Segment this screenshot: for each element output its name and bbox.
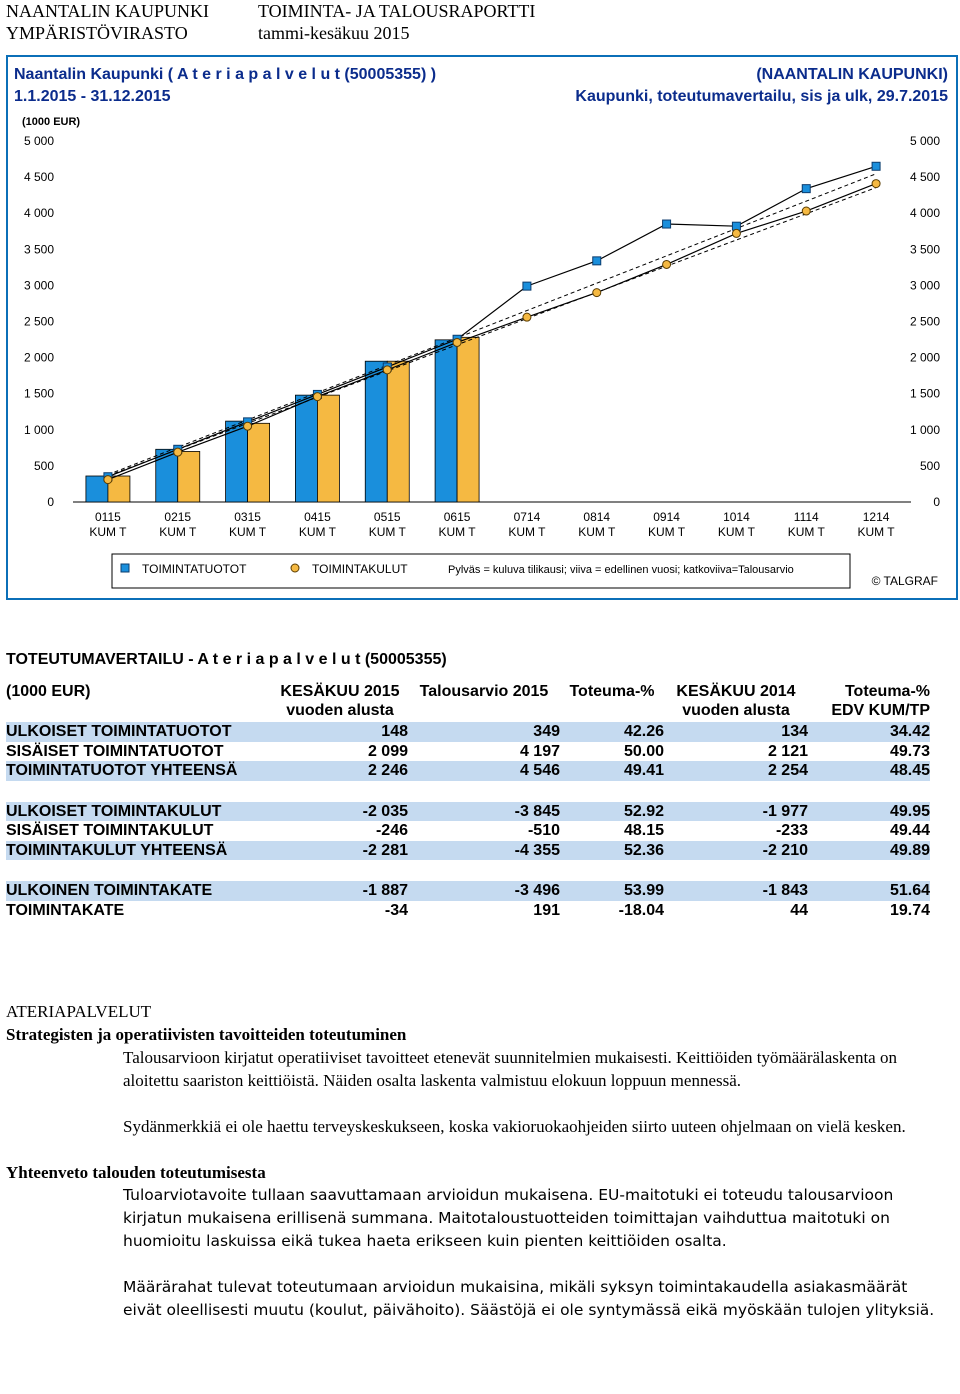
table-cell: 134 — [781, 723, 808, 740]
y-tick-right: 1 000 — [909, 422, 940, 437]
y-tick-left: 3 000 — [23, 278, 54, 293]
marker-expense — [872, 180, 880, 188]
header-line: vuoden alusta — [682, 702, 790, 719]
table-cell: 52.92 — [623, 802, 664, 820]
legend-label-expense: TOIMINTAKULUT — [312, 562, 408, 576]
y-tick-left: 4 500 — [23, 170, 54, 185]
marker-revenue — [593, 257, 601, 265]
table-row — [6, 881, 930, 901]
table-cell: -2 281 — [362, 841, 408, 859]
section-title: ATERIAPALVELUT — [6, 1002, 152, 1021]
header-current — [272, 682, 408, 722]
prev-year-line-revenue — [108, 166, 876, 476]
table-row — [6, 761, 930, 781]
y-tick-left: 1 500 — [23, 386, 54, 401]
header-line: KESÄKUU 2014 — [676, 683, 796, 700]
x-tick-label: KUM T — [438, 525, 476, 539]
header-line: Toteuma-% — [569, 683, 655, 700]
marker-expense — [174, 448, 182, 456]
header-budget — [408, 682, 560, 722]
table-cell: 2 099 — [367, 742, 408, 760]
table-cell: -1 843 — [762, 882, 808, 899]
table-cell: 4 546 — [519, 762, 560, 779]
bar-expense — [317, 395, 339, 502]
marker-revenue — [802, 185, 810, 193]
x-tick-label: 0615 — [443, 510, 471, 524]
x-tick-label: KUM T — [298, 525, 336, 539]
chart-period: 1.1.2015 - 31.12.2015 — [14, 88, 171, 105]
table-cell: 349 — [533, 723, 560, 740]
table-cell: 49.41 — [623, 762, 664, 779]
y-tick-right: 5 000 — [909, 134, 940, 148]
row-label: TOIMINTAKULUT YHTEENSÄ — [6, 841, 228, 859]
table-cell: 53.99 — [623, 882, 664, 899]
x-tick-label: 0215 — [164, 510, 192, 524]
table-body — [6, 722, 930, 920]
marker-expense — [732, 229, 740, 237]
header-line: vuoden alusta — [286, 702, 394, 719]
table-cell: -1 887 — [362, 882, 408, 899]
chart-title: Naantalin Kaupunki ( A t e r i a p a l v e l u t (50005355) ) — [14, 66, 437, 83]
heading-goals: Strategisten ja operatiivisten tavoitteiden toteutuminen — [6, 1025, 407, 1044]
y-tick-left: 5 000 — [23, 134, 54, 148]
marker-revenue — [523, 282, 531, 290]
x-tick-label: KUM T — [89, 525, 127, 539]
legend-note: Pylväs = kuluva tilikausi; viiva = edellinen vuosi; katkoviiva=Talousarvio — [448, 564, 794, 576]
x-tick-label: 1214 — [862, 510, 890, 524]
marker-expense — [244, 422, 252, 430]
table-cell: 52.36 — [623, 841, 664, 859]
table-cell: 19.74 — [889, 901, 930, 919]
comparison-table — [6, 648, 930, 920]
page-header — [6, 0, 535, 44]
table-cell: 2 121 — [767, 742, 808, 760]
table-cell: 44 — [790, 901, 808, 919]
table-cell: -18.04 — [618, 901, 664, 919]
table-cell: -246 — [375, 822, 408, 839]
y-tick-left: 4 000 — [23, 206, 54, 221]
report-period: tammi-kesäkuu 2015 — [258, 23, 410, 43]
table-cell: 49.73 — [889, 742, 930, 760]
header-prev-pct — [808, 682, 930, 722]
bar-revenue — [435, 340, 457, 502]
header-unit — [6, 682, 272, 722]
table-cell: -2 035 — [362, 802, 408, 820]
marker-expense — [663, 260, 671, 268]
table-cell: 51.64 — [889, 882, 930, 899]
row-label: TOIMINTAKATE — [6, 901, 125, 919]
table-cell: 49.95 — [889, 802, 930, 820]
report-title: TOIMINTA- JA TALOUSRAPORTTI — [258, 1, 536, 21]
x-tick-label: KUM T — [717, 525, 755, 539]
header-line: (1000 EUR) — [6, 683, 91, 700]
x-tick-label: 0515 — [373, 510, 401, 524]
y-tick-left: 2 500 — [23, 314, 54, 329]
y-tick-right: 2 500 — [909, 314, 940, 329]
header-prev — [664, 682, 808, 722]
table-row — [6, 841, 930, 861]
y-tick-left: 0 — [47, 495, 54, 509]
row-label: TOIMINTATUOTOT YHTEENSÄ — [6, 762, 238, 779]
row-label: SISÄISET TOIMINTAKULUT — [6, 822, 214, 839]
row-label: ULKOINEN TOIMINTAKATE — [6, 882, 213, 899]
row-label: ULKOISET TOIMINTAKULUT — [6, 802, 222, 820]
x-tick-label: 0714 — [513, 510, 541, 524]
x-tick-label: KUM T — [159, 525, 197, 539]
report-text — [6, 1000, 946, 1322]
table-cell: -1 977 — [762, 802, 808, 820]
bar-expense — [387, 361, 409, 502]
table-header — [6, 682, 930, 722]
y-tick-right: 1 500 — [909, 386, 940, 401]
y-tick-right: 4 000 — [909, 206, 940, 221]
table-cell: -233 — [775, 822, 808, 839]
prev-year-line-expense — [108, 184, 876, 480]
chart-subtitle-right: Kaupunki, toteutumavertailu, sis ja ulk, 29.7.2015 — [575, 88, 948, 105]
x-tick-label: 0115 — [95, 510, 121, 524]
legend-label-revenue: TOIMINTATUOTOT — [142, 562, 247, 576]
marker-expense — [453, 338, 461, 346]
table-cell: 49.89 — [889, 841, 930, 859]
table-row — [6, 742, 930, 762]
chart-svg — [8, 57, 956, 598]
table-row — [6, 802, 930, 822]
x-tick-label: 0914 — [653, 510, 680, 524]
table-row — [6, 722, 930, 742]
row-label: SISÄISET TOIMINTATUOTOT — [6, 742, 224, 760]
marker-expense — [593, 289, 601, 297]
budget-line-expense — [108, 188, 876, 476]
x-tick-label: KUM T — [787, 525, 825, 539]
y-tick-left: 3 500 — [23, 242, 54, 257]
table-cell: -3 845 — [514, 802, 560, 820]
table-cell: 34.42 — [889, 723, 930, 740]
table-cell: 48.45 — [889, 762, 930, 779]
table-cell: 191 — [533, 901, 560, 919]
y-tick-left: 2 000 — [23, 350, 54, 365]
y-tick-right: 0 — [933, 495, 940, 509]
x-tick-label: 1114 — [793, 510, 819, 524]
y-tick-right: 3 000 — [909, 278, 940, 293]
x-tick-label: 0415 — [304, 510, 331, 524]
cumulative-chart — [6, 55, 958, 600]
paragraph-goals: Talousarvioon kirjatut operatiiviset tavoitteet etenevät suunnitelmien mukaisesti. Keittiöiden työmäärälaskenta on aloitettu saariston keittiöistä. Näiden osalta laskenta valmistuu elokuun loppuun mennessä. — [123, 1048, 897, 1090]
bar-revenue — [295, 395, 317, 502]
bar-expense — [178, 451, 200, 502]
marker-expense — [104, 476, 112, 484]
x-tick-label: KUM T — [578, 525, 616, 539]
x-tick-label: 0814 — [583, 510, 611, 524]
marker-expense — [313, 393, 321, 401]
table-cell: -34 — [384, 901, 408, 919]
y-tick-right: 4 500 — [909, 170, 940, 185]
header-line: KESÄKUU 2015 — [280, 683, 400, 700]
table-cell: -4 355 — [514, 841, 560, 859]
y-tick-left: 500 — [33, 458, 54, 473]
x-tick-label: 1014 — [723, 510, 750, 524]
header-line: Toteuma-% — [844, 683, 930, 700]
x-tick-label: KUM T — [508, 525, 546, 539]
bar-expense — [248, 423, 270, 502]
table-cell: -510 — [527, 822, 560, 839]
header-line: Talousarvio 2015 — [419, 683, 549, 700]
marker-revenue — [872, 162, 880, 170]
table-cell: 2 246 — [367, 762, 408, 779]
header-pct — [560, 682, 664, 722]
table-cell: 49.44 — [889, 822, 930, 839]
x-tick-label: KUM T — [229, 525, 267, 539]
table-cell: -3 496 — [514, 882, 560, 899]
paragraph-heart-symbol: Sydänmerkkiä ei ole haettu terveyskeskukseen, koska vakioruokaohjeiden siirto uuteen ohjelmaan on vielä kesken. — [123, 1117, 906, 1136]
bar-revenue — [365, 361, 387, 502]
x-tick-label: KUM T — [648, 525, 686, 539]
table-row — [6, 821, 930, 841]
bar-expense — [457, 337, 479, 502]
table-cell: 4 197 — [519, 742, 560, 760]
table-cell: -2 210 — [762, 841, 808, 859]
chart-copyright: © TALGRAF — [871, 574, 938, 588]
y-tick-right: 3 500 — [909, 242, 940, 257]
budget-line-revenue — [108, 174, 876, 475]
y-tick-right: 500 — [919, 458, 940, 473]
header-line: EDV KUM/TP — [831, 702, 930, 719]
department-name: YMPÄRISTÖVIRASTO — [6, 23, 188, 43]
paragraph-appropriations: Määrärahat tulevat toteutumaan arvioidun mukaisina, mikäli syksyn toimintakaudella asiakasmäärät eivät oleellisesti muutu (koulut, päivähoito). Säästöjä ei ole syntymässä eikä myöskään tulojen ylityksiä. — [123, 1278, 935, 1319]
y-tick-right: 2 000 — [909, 350, 940, 365]
chart-title-right: (NAANTALIN KAUPUNKI) — [756, 66, 948, 83]
x-tick-label: 0315 — [234, 510, 261, 524]
table-row — [6, 901, 930, 921]
org-name: NAANTALIN KAUPUNKI — [6, 1, 210, 21]
table-cell: 2 254 — [767, 762, 808, 779]
legend-marker-expense — [291, 564, 299, 572]
marker-expense — [523, 313, 531, 321]
table-cell: 50.00 — [623, 742, 664, 760]
legend-marker-revenue — [121, 564, 129, 572]
row-label: ULKOISET TOIMINTATUOTOT — [6, 723, 232, 740]
heading-finance-summary: Yhteenveto talouden toteutumisesta — [6, 1163, 266, 1182]
y-tick-left: 1 000 — [23, 422, 54, 437]
marker-expense — [383, 366, 391, 374]
chart-unit: (1000 EUR) — [22, 116, 81, 128]
table-cell: 148 — [381, 723, 408, 740]
paragraph-revenue: Tuloarviotavoite tullaan saavuttamaan arvioidun mukaisena. EU-maitotuki ei toteudu talousarvioon kirjatun mukaisena erillisenä summana. Maitotaloustuotteiden toimittajan vaihduttua maitotuki on huomioitu laskuissa eikä tukea haeta erikseen kuin pienten keittiöiden osalta. — [123, 1186, 894, 1250]
marker-revenue — [663, 220, 671, 228]
table-title: TOTEUTUMAVERTAILU - A t e r i a p a l v e l u t (50005355) — [6, 651, 447, 668]
x-tick-label: KUM T — [368, 525, 406, 539]
marker-expense — [802, 207, 810, 215]
x-tick-label: KUM T — [857, 525, 895, 539]
table-cell: 42.26 — [623, 723, 664, 740]
table-cell: 48.15 — [623, 822, 664, 839]
